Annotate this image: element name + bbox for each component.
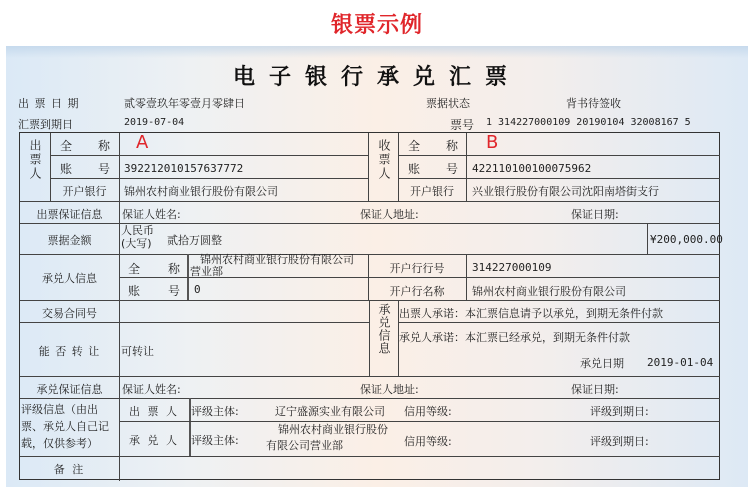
acceptor-subject-label: 评级主体: [191,434,239,447]
label-char: 称 [97,139,110,153]
bill-title: 电子银行承兑汇票 [232,64,521,90]
acceptor-guarantee-label: 承兑保证信息 [36,383,103,396]
drawer-name-label [60,137,110,154]
acceptor-grade-label: 信用等级: [404,435,452,448]
label-char: 账 [60,162,73,176]
rating-label: 评级信息（由出票、承兑人自己记载，仅供参考） [21,403,109,450]
acceptor-account-label [128,282,180,299]
drawer-guarantor-name-label: 保证人姓名: [122,208,181,221]
payee-account-label [408,160,458,177]
acceptor-bank-no-label: 开户行行号 [389,262,445,275]
acceptor-bank-name-value: 锦州农村商业银行股份有限公司 [472,285,626,298]
acceptor-guarantee-date-label: 保证日期: [571,383,619,396]
name-line: 锦州农村商业银行股份有限公司 [200,253,354,266]
acceptor-subject-value [266,422,388,454]
payee-section-label: 收票人 [377,139,391,181]
acceptor-info-label: 承兑人信息 [42,272,97,285]
drawer-account-value: 392212010157637772 [124,162,244,175]
bank-acceptance-bill [6,46,748,487]
acceptor-bank-name-label: 开户行名称 [389,285,445,298]
acceptance-date-label: 承兑日期 [580,357,624,370]
issue-date-label: 出 票 日 期 [18,97,80,110]
amount-figures: ¥200,000.00 [650,233,723,246]
drawer-bank-label: 开户银行 [62,185,107,198]
label-char: 称 [445,139,458,153]
drawer-subject-value: 辽宁盛源实业有限公司 [275,405,385,418]
acceptor-expiry-label: 评级到期日: [590,435,649,448]
bill-no-label: 票号 [450,118,475,132]
acceptor-account-value: 0 [194,283,201,296]
payee-name-label [408,137,458,154]
payee-bank-label: 开户银行 [410,185,454,198]
drawer-expiry-label: 评级到期日: [590,405,649,418]
drawer-bank-value: 锦州农村商业银行股份有限公司 [124,185,278,198]
rating-drawer-label: 出 票 人 [129,405,179,418]
name-line: 营业部 [190,265,223,278]
payee-account-value: 422110100100075962 [472,162,592,175]
drawer-grade-label: 信用等级: [404,405,452,418]
label-char: 号 [97,162,110,176]
drawer-subject-label: 评级主体: [191,405,239,418]
drawer-guarantor-address-label: 保证人地址: [360,208,419,221]
amount-label: 票据金额 [47,234,92,247]
transferable-label: 能 否 转 让 [38,345,101,358]
subject-line: 有限公司营业部 [266,439,343,452]
acceptor-guarantor-address-label: 保证人地址: [360,383,419,396]
payee-bank-value: 兴业银行股份有限公司沈阳南塔街支行 [472,185,659,198]
due-date-label: 汇票到期日 [18,118,73,131]
status-value: 背书待签收 [566,97,621,110]
bill-table [19,132,723,480]
currency-line: (大写) [121,237,152,250]
drawer-account-label [60,160,110,177]
drawer-name-value: A [136,132,149,153]
remarks-label: 备 注 [53,463,86,476]
acceptance-date-value: 2019-01-04 [647,356,714,369]
transferable-value: 可转让 [121,345,154,358]
rating-acceptor-label: 承 兑 人 [129,434,179,447]
currency-line: 人民币 [121,224,154,237]
drawer-promise: 出票人承诺：本汇票信息请予以承兑，到期无条件付款 [399,307,663,320]
label-char: 账 [128,284,141,298]
subject-line: 锦州农村商业银行股份 [278,423,388,436]
label-char: 号 [445,162,458,176]
acceptance-info-label: 承兑信息 [377,303,391,355]
drawer-guarantee-date-label: 保证日期: [571,208,619,221]
label-char: 账 [408,162,421,176]
label-char: 全 [128,262,141,276]
label-char: 称 [167,262,180,276]
drawer-section-label: 出票人 [28,139,42,181]
acceptor-promise: 承兑人承诺：本汇票已经承兑，到期无条件付款 [399,331,630,344]
payee-name-value: B [486,132,499,153]
bill-no-value: 1 314227000109 20190104 32008167 5 [486,117,691,128]
contract-label: 交易合同号 [42,307,97,320]
label-char: 全 [408,139,421,153]
due-date-value: 2019-07-04 [124,117,185,128]
acceptor-bank-no-value: 314227000109 [472,261,552,274]
label-char: 号 [167,284,180,298]
page-heading: 银票示例 [330,13,423,38]
status-label: 票据状态 [426,97,470,110]
issue-date-value: 贰零壹玖年零壹月零肆日 [124,97,245,110]
acceptor-guarantor-name-label: 保证人姓名: [122,383,181,396]
drawer-guarantee-label: 出票保证信息 [36,208,103,221]
acceptor-name-label [128,260,180,277]
acceptor-name-value [190,254,354,278]
label-char: 全 [60,139,73,153]
amount-currency [121,224,154,250]
amount-words: 贰拾万圆整 [167,234,222,247]
